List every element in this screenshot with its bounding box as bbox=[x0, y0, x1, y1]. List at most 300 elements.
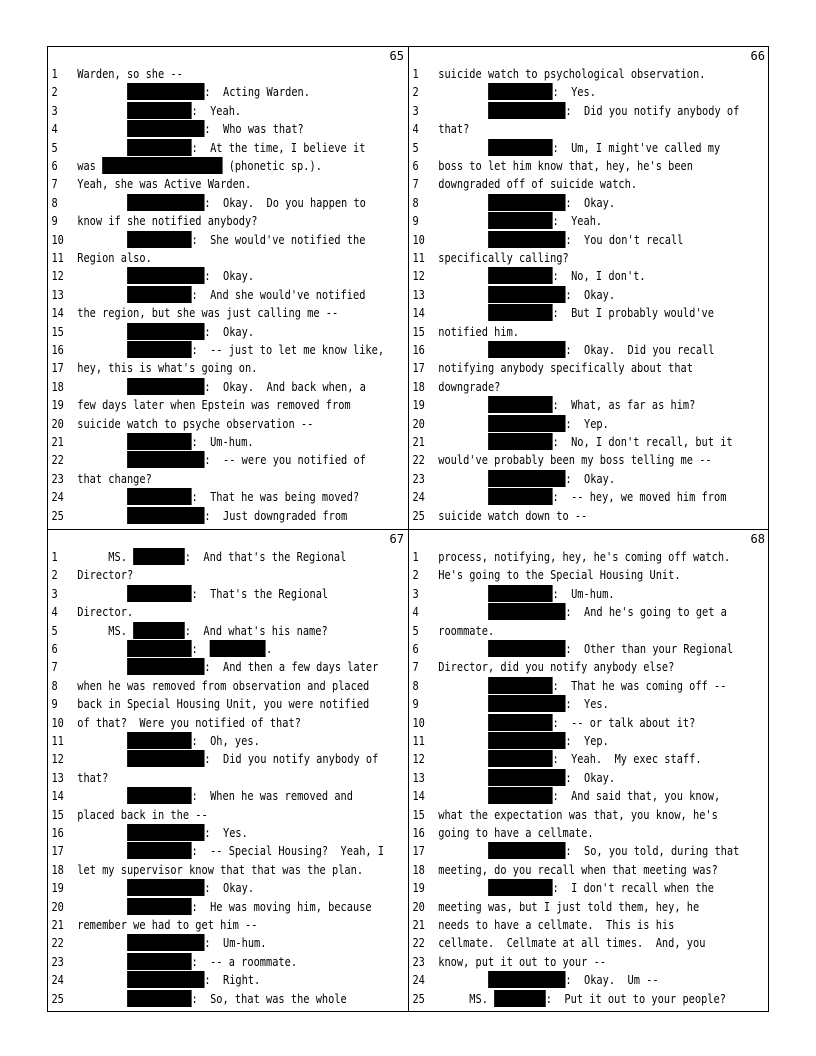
transcript-line bbox=[48, 898, 372, 916]
line-text-segment: what the expectation was that, you know, he's bbox=[438, 807, 718, 822]
transcript-line bbox=[48, 488, 358, 506]
redaction-block bbox=[488, 750, 553, 767]
transcript-line bbox=[409, 566, 719, 584]
redaction-block bbox=[488, 787, 553, 804]
line-text bbox=[438, 102, 739, 120]
line-text-segment: Warden, so she -- bbox=[77, 67, 183, 81]
line-text bbox=[438, 548, 730, 566]
transcript-page bbox=[409, 530, 769, 1012]
redaction-block bbox=[488, 267, 553, 284]
line-text-segment bbox=[438, 716, 488, 730]
line-number: 22 bbox=[412, 936, 425, 951]
line-text-segment bbox=[438, 973, 488, 987]
redaction-block bbox=[127, 971, 204, 988]
redaction-block bbox=[133, 548, 185, 565]
transcript-line bbox=[48, 212, 358, 230]
transcript-line bbox=[48, 323, 358, 341]
line-text bbox=[438, 157, 693, 175]
transcript-line bbox=[48, 750, 379, 768]
line-text bbox=[438, 507, 587, 525]
line-number: 11 bbox=[51, 251, 64, 265]
line-number: 6 bbox=[51, 159, 58, 173]
transcript-line bbox=[409, 175, 719, 193]
redaction-block bbox=[127, 990, 192, 1007]
line-text-segment: that change? bbox=[77, 471, 152, 486]
line-text bbox=[77, 953, 297, 971]
line-text-segment bbox=[438, 233, 488, 247]
redaction-block bbox=[127, 194, 204, 211]
line-number: 5 bbox=[51, 140, 58, 155]
line-text bbox=[77, 879, 254, 897]
line-text-segment bbox=[77, 660, 127, 674]
line-text-segment: : Okay. bbox=[565, 471, 616, 486]
transcript-line bbox=[409, 585, 719, 603]
transcript-line bbox=[48, 585, 358, 603]
line-text-segment: : Um-hum. bbox=[191, 435, 254, 449]
redaction-block bbox=[127, 451, 204, 468]
line-number: 19 bbox=[51, 881, 64, 896]
line-text bbox=[438, 139, 720, 157]
line-text-segment: cellmate. Cellmate at all times. And, you bbox=[438, 936, 706, 951]
line-text-segment: notifying anybody specifically about that bbox=[438, 361, 693, 376]
line-text bbox=[438, 83, 596, 101]
line-text-segment: roommate. bbox=[438, 623, 495, 638]
line-text-segment bbox=[77, 973, 127, 987]
line-text-segment: hey, this is what's going on. bbox=[77, 361, 258, 376]
line-text bbox=[77, 157, 322, 175]
line-text-segment: of that? Were you notified of that? bbox=[77, 715, 301, 730]
redaction-block bbox=[488, 732, 565, 749]
line-text-segment bbox=[77, 587, 127, 601]
line-number: 23 bbox=[412, 954, 425, 969]
line-text-segment bbox=[77, 343, 127, 357]
line-number: 6 bbox=[412, 642, 419, 656]
line-text bbox=[438, 750, 701, 768]
redaction-block bbox=[488, 842, 565, 859]
line-text-segment bbox=[77, 826, 127, 840]
line-number: 18 bbox=[51, 379, 64, 394]
line-number: 2 bbox=[51, 85, 58, 100]
page-number: 67 bbox=[389, 532, 404, 546]
redaction-block bbox=[127, 585, 192, 602]
line-text bbox=[438, 175, 637, 193]
line-text-segment bbox=[438, 435, 488, 449]
transcript-line bbox=[409, 934, 719, 952]
transcript-line bbox=[48, 916, 358, 934]
line-number: 17 bbox=[51, 361, 64, 376]
line-number: 4 bbox=[51, 605, 58, 620]
line-text-segment: that? bbox=[438, 122, 470, 137]
line-text-segment: when he was removed from observation and placed bbox=[77, 678, 370, 693]
line-text bbox=[438, 65, 705, 83]
redaction-block bbox=[488, 488, 553, 505]
line-number: 13 bbox=[412, 770, 425, 785]
line-number: 18 bbox=[51, 862, 64, 877]
line-text-segment bbox=[77, 642, 127, 656]
line-number: 18 bbox=[412, 379, 425, 394]
line-number: 4 bbox=[51, 122, 58, 137]
line-number: 20 bbox=[412, 899, 425, 914]
line-text bbox=[77, 488, 359, 506]
line-text bbox=[438, 249, 568, 267]
line-text-segment bbox=[77, 141, 127, 155]
transcript-line bbox=[409, 677, 727, 695]
line-text bbox=[438, 640, 733, 658]
line-text bbox=[438, 341, 714, 359]
line-text bbox=[77, 566, 133, 584]
line-number: 10 bbox=[412, 232, 425, 247]
transcript-line bbox=[48, 378, 366, 396]
redaction-block bbox=[127, 640, 192, 657]
transcript-line bbox=[48, 603, 358, 621]
line-text-segment bbox=[77, 85, 127, 99]
line-text bbox=[77, 175, 251, 193]
line-text-segment: back in Special Housing Unit, you were notified bbox=[77, 697, 370, 712]
redaction-block bbox=[127, 787, 192, 804]
line-text-segment: downgraded off of suicide watch. bbox=[438, 177, 638, 192]
line-number: 18 bbox=[412, 862, 425, 877]
line-text bbox=[438, 787, 720, 805]
line-number: 15 bbox=[412, 324, 425, 339]
line-text bbox=[77, 824, 248, 842]
line-text-segment: boss to let him know that, hey, he's been bbox=[438, 159, 693, 173]
redaction-block bbox=[102, 157, 222, 174]
transcript-line bbox=[48, 566, 358, 584]
line-text-segment bbox=[438, 642, 488, 656]
line-text bbox=[77, 750, 378, 768]
redaction-block bbox=[127, 433, 192, 450]
transcript-line bbox=[409, 378, 719, 396]
line-number: 23 bbox=[51, 471, 64, 486]
line-text bbox=[438, 934, 705, 952]
line-number: 9 bbox=[51, 214, 58, 229]
line-text bbox=[438, 194, 615, 212]
line-text bbox=[77, 231, 365, 249]
line-number: 25 bbox=[51, 508, 64, 523]
line-text-segment: : bbox=[191, 642, 211, 656]
redaction-block bbox=[127, 934, 204, 951]
line-number: 2 bbox=[412, 85, 419, 100]
transcript-line bbox=[409, 971, 719, 989]
transcript-page bbox=[48, 47, 408, 529]
line-number: 19 bbox=[412, 398, 425, 413]
line-text-segment bbox=[438, 844, 488, 858]
line-text-segment bbox=[438, 472, 488, 486]
transcript-line bbox=[409, 787, 719, 805]
line-text-segment bbox=[438, 141, 488, 155]
transcript-line bbox=[48, 249, 358, 267]
line-text bbox=[438, 286, 615, 304]
line-number: 20 bbox=[412, 416, 425, 431]
line-text bbox=[77, 323, 254, 341]
line-text bbox=[77, 769, 108, 787]
line-number: 3 bbox=[51, 103, 58, 118]
redaction-block bbox=[488, 304, 553, 321]
transcript-line bbox=[409, 879, 719, 897]
line-text bbox=[438, 971, 658, 989]
transcript-line bbox=[409, 433, 733, 451]
line-text-segment: specifically calling? bbox=[438, 251, 569, 265]
line-number: 22 bbox=[51, 453, 64, 468]
redaction-block bbox=[127, 488, 192, 505]
line-text-segment: : And that's the Regional bbox=[184, 550, 347, 564]
transcript-line bbox=[409, 769, 719, 787]
redaction-block bbox=[488, 83, 553, 100]
line-text-segment: : Okay. Do you happen to bbox=[204, 195, 366, 210]
transcript-line bbox=[48, 695, 370, 713]
line-text-segment: : Yeah. bbox=[191, 103, 242, 118]
line-text-segment bbox=[77, 453, 127, 467]
line-text-segment bbox=[438, 490, 488, 504]
transcript-line bbox=[48, 396, 358, 414]
line-text-segment: : -- were you notified of bbox=[204, 453, 366, 468]
line-text-segment: : Put it out to your people? bbox=[545, 991, 726, 1006]
line-text bbox=[438, 953, 606, 971]
transcript-line bbox=[48, 433, 358, 451]
line-text bbox=[438, 566, 680, 584]
redaction-block bbox=[488, 415, 565, 432]
transcript-line bbox=[48, 622, 358, 640]
redaction-block bbox=[488, 640, 565, 657]
line-number: 22 bbox=[412, 453, 425, 468]
transcript-line bbox=[409, 83, 719, 101]
line-number: 24 bbox=[51, 973, 64, 988]
line-text-segment: that? bbox=[77, 770, 109, 785]
redaction-block bbox=[127, 732, 192, 749]
line-text-segment: He's going to the Special Housing Unit. bbox=[438, 568, 681, 583]
line-text bbox=[438, 323, 519, 341]
line-text-segment: Region also. bbox=[77, 251, 152, 265]
transcript-line bbox=[409, 139, 719, 157]
line-number: 16 bbox=[51, 826, 64, 840]
line-number: 24 bbox=[412, 973, 425, 988]
line-text bbox=[77, 787, 353, 805]
line-number: 6 bbox=[412, 159, 419, 173]
transcript-line bbox=[48, 934, 358, 952]
line-number: 15 bbox=[412, 807, 425, 822]
line-number: 15 bbox=[51, 324, 64, 339]
redaction-block bbox=[488, 433, 553, 450]
line-text-segment bbox=[77, 955, 127, 969]
transcript-line bbox=[409, 898, 719, 916]
line-text-segment: Director, did you notify anybody else? bbox=[438, 660, 675, 675]
line-text bbox=[77, 971, 260, 989]
line-number: 15 bbox=[51, 807, 64, 822]
transcript-line bbox=[48, 732, 358, 750]
line-number: 25 bbox=[412, 991, 425, 1006]
line-text-segment: : -- hey, we moved him from bbox=[552, 490, 727, 505]
line-text-segment: : Okay. bbox=[565, 287, 616, 302]
line-text-segment: Director. bbox=[77, 605, 134, 620]
line-text-segment bbox=[438, 398, 488, 412]
line-text-segment bbox=[77, 752, 127, 766]
line-text bbox=[77, 65, 183, 83]
transcript-line bbox=[409, 451, 719, 469]
line-text bbox=[438, 603, 727, 621]
line-text-segment: : Okay. bbox=[204, 269, 255, 284]
line-text-segment: know, put it out to your -- bbox=[438, 954, 607, 969]
page-number: 68 bbox=[750, 532, 765, 546]
transcript-line bbox=[48, 231, 366, 249]
line-number: 11 bbox=[412, 734, 425, 748]
line-text-segment: : That he was coming off -- bbox=[552, 678, 727, 693]
line-text-segment: Yeah, she was Active Warden. bbox=[77, 177, 252, 192]
line-number: 3 bbox=[51, 586, 58, 601]
transcript-line bbox=[409, 323, 719, 341]
line-number: 12 bbox=[51, 752, 64, 767]
transcript-line bbox=[409, 714, 719, 732]
line-text-segment: : Um-hum. bbox=[204, 936, 267, 951]
line-text-segment: : So, that was the whole bbox=[191, 991, 347, 1006]
line-text-segment: MS. bbox=[77, 550, 134, 564]
line-text-segment bbox=[77, 789, 127, 803]
redaction-block bbox=[127, 750, 204, 767]
line-text-segment: : Did you notify anybody of bbox=[204, 752, 379, 767]
transcript-line bbox=[48, 304, 358, 322]
line-number: 23 bbox=[51, 954, 64, 969]
line-text-segment: : Who was that? bbox=[204, 122, 304, 137]
line-text-segment: : Yep. bbox=[565, 416, 609, 431]
transcript-page bbox=[48, 530, 408, 1012]
transcript-line bbox=[48, 548, 358, 566]
line-text-segment bbox=[77, 844, 127, 858]
line-number: 20 bbox=[51, 899, 64, 914]
line-text-segment: suicide watch to psyche observation -- bbox=[77, 416, 314, 431]
line-text bbox=[438, 916, 674, 934]
transcript-line bbox=[48, 507, 358, 525]
transcript-line bbox=[409, 396, 719, 414]
line-text bbox=[77, 658, 378, 676]
redaction-block bbox=[127, 83, 204, 100]
line-text-segment: : -- just to let me know like, bbox=[191, 343, 385, 357]
line-text bbox=[77, 433, 253, 451]
line-text bbox=[77, 677, 369, 695]
line-text-segment bbox=[77, 734, 127, 748]
redaction-block bbox=[127, 286, 192, 303]
line-text-segment: meeting was, but I just told them, hey, he bbox=[438, 899, 700, 914]
line-text-segment bbox=[438, 306, 488, 320]
transcript-line bbox=[48, 806, 358, 824]
transcript-line bbox=[48, 769, 358, 787]
transcript-line bbox=[48, 990, 358, 1008]
line-text-segment: Director? bbox=[77, 568, 134, 583]
line-number: 16 bbox=[412, 826, 425, 840]
redaction-block bbox=[127, 898, 192, 915]
redaction-block bbox=[494, 990, 546, 1007]
transcript-line bbox=[409, 507, 719, 525]
transcript-line bbox=[409, 548, 731, 566]
transcript-line bbox=[48, 194, 366, 212]
line-text-segment: : Acting Warden. bbox=[204, 85, 310, 100]
transcript-line bbox=[409, 732, 719, 750]
transcript-line bbox=[48, 470, 358, 488]
line-text-segment: : Right. bbox=[204, 973, 261, 988]
line-text bbox=[438, 622, 494, 640]
transcript-line bbox=[409, 304, 719, 322]
line-number: 7 bbox=[51, 660, 58, 675]
line-text-segment bbox=[77, 288, 127, 302]
transcript-line bbox=[48, 451, 366, 469]
line-number: 11 bbox=[412, 251, 425, 265]
redaction-block bbox=[488, 396, 553, 413]
line-number: 12 bbox=[412, 269, 425, 284]
line-text bbox=[438, 415, 609, 433]
line-text-segment: : Oh, yes. bbox=[191, 734, 260, 748]
line-text bbox=[77, 640, 272, 658]
transcript-line bbox=[48, 879, 358, 897]
line-text bbox=[77, 415, 313, 433]
line-text-segment bbox=[438, 288, 488, 302]
line-text-segment bbox=[438, 789, 488, 803]
line-text bbox=[438, 212, 602, 230]
redaction-block bbox=[488, 585, 553, 602]
line-text-segment bbox=[77, 936, 127, 950]
line-text-segment: : I don't recall when the bbox=[552, 881, 714, 896]
line-text bbox=[438, 359, 693, 377]
line-text bbox=[77, 83, 310, 101]
line-number: 21 bbox=[51, 435, 64, 449]
line-text bbox=[77, 732, 260, 750]
line-text bbox=[438, 585, 614, 603]
line-number: 8 bbox=[412, 678, 419, 693]
line-text-segment: notified him. bbox=[438, 324, 520, 339]
transcript-line bbox=[409, 488, 727, 506]
transcript-line bbox=[409, 194, 719, 212]
transcript-line bbox=[409, 415, 719, 433]
line-text-segment bbox=[438, 734, 488, 748]
transcript-line bbox=[409, 953, 719, 971]
transcript-line bbox=[48, 157, 358, 175]
line-text bbox=[438, 677, 726, 695]
line-text-segment: know if she notified anybody? bbox=[77, 214, 258, 229]
line-number: 3 bbox=[412, 586, 419, 601]
line-text-segment: would've probably been my boss telling me -- bbox=[438, 453, 712, 468]
redaction-block bbox=[488, 102, 565, 119]
redaction-block bbox=[127, 267, 204, 284]
redaction-block bbox=[127, 953, 192, 970]
line-text-segment bbox=[77, 881, 127, 895]
line-number: 13 bbox=[51, 770, 64, 785]
transcript-line bbox=[409, 916, 719, 934]
line-number: 4 bbox=[412, 122, 419, 137]
transcript-line bbox=[409, 842, 740, 860]
line-number: 7 bbox=[412, 177, 419, 192]
line-text bbox=[77, 359, 257, 377]
line-number: 7 bbox=[412, 660, 419, 675]
line-number: 20 bbox=[51, 416, 64, 431]
line-text-segment bbox=[77, 435, 127, 449]
transcript-line bbox=[409, 695, 719, 713]
transcript-line bbox=[48, 714, 358, 732]
line-number: 17 bbox=[51, 844, 64, 859]
transcript-line bbox=[409, 861, 719, 879]
line-number: 9 bbox=[412, 214, 419, 229]
line-text-segment: let my supervisor know that that was the plan. bbox=[77, 862, 364, 877]
line-text bbox=[77, 249, 152, 267]
line-text-segment bbox=[438, 697, 488, 711]
line-text bbox=[438, 861, 718, 879]
line-text-segment: : Okay. Um -- bbox=[565, 973, 659, 988]
line-text-segment: needs to have a cellmate. This is his bbox=[438, 918, 675, 932]
transcript-line bbox=[48, 824, 358, 842]
line-number: 14 bbox=[51, 306, 64, 321]
line-text bbox=[77, 861, 363, 879]
redaction-block bbox=[488, 879, 553, 896]
line-text-segment: : Okay. bbox=[204, 881, 255, 896]
transcript-line bbox=[409, 990, 726, 1008]
line-text-segment bbox=[438, 587, 488, 601]
transcript-line bbox=[48, 787, 358, 805]
